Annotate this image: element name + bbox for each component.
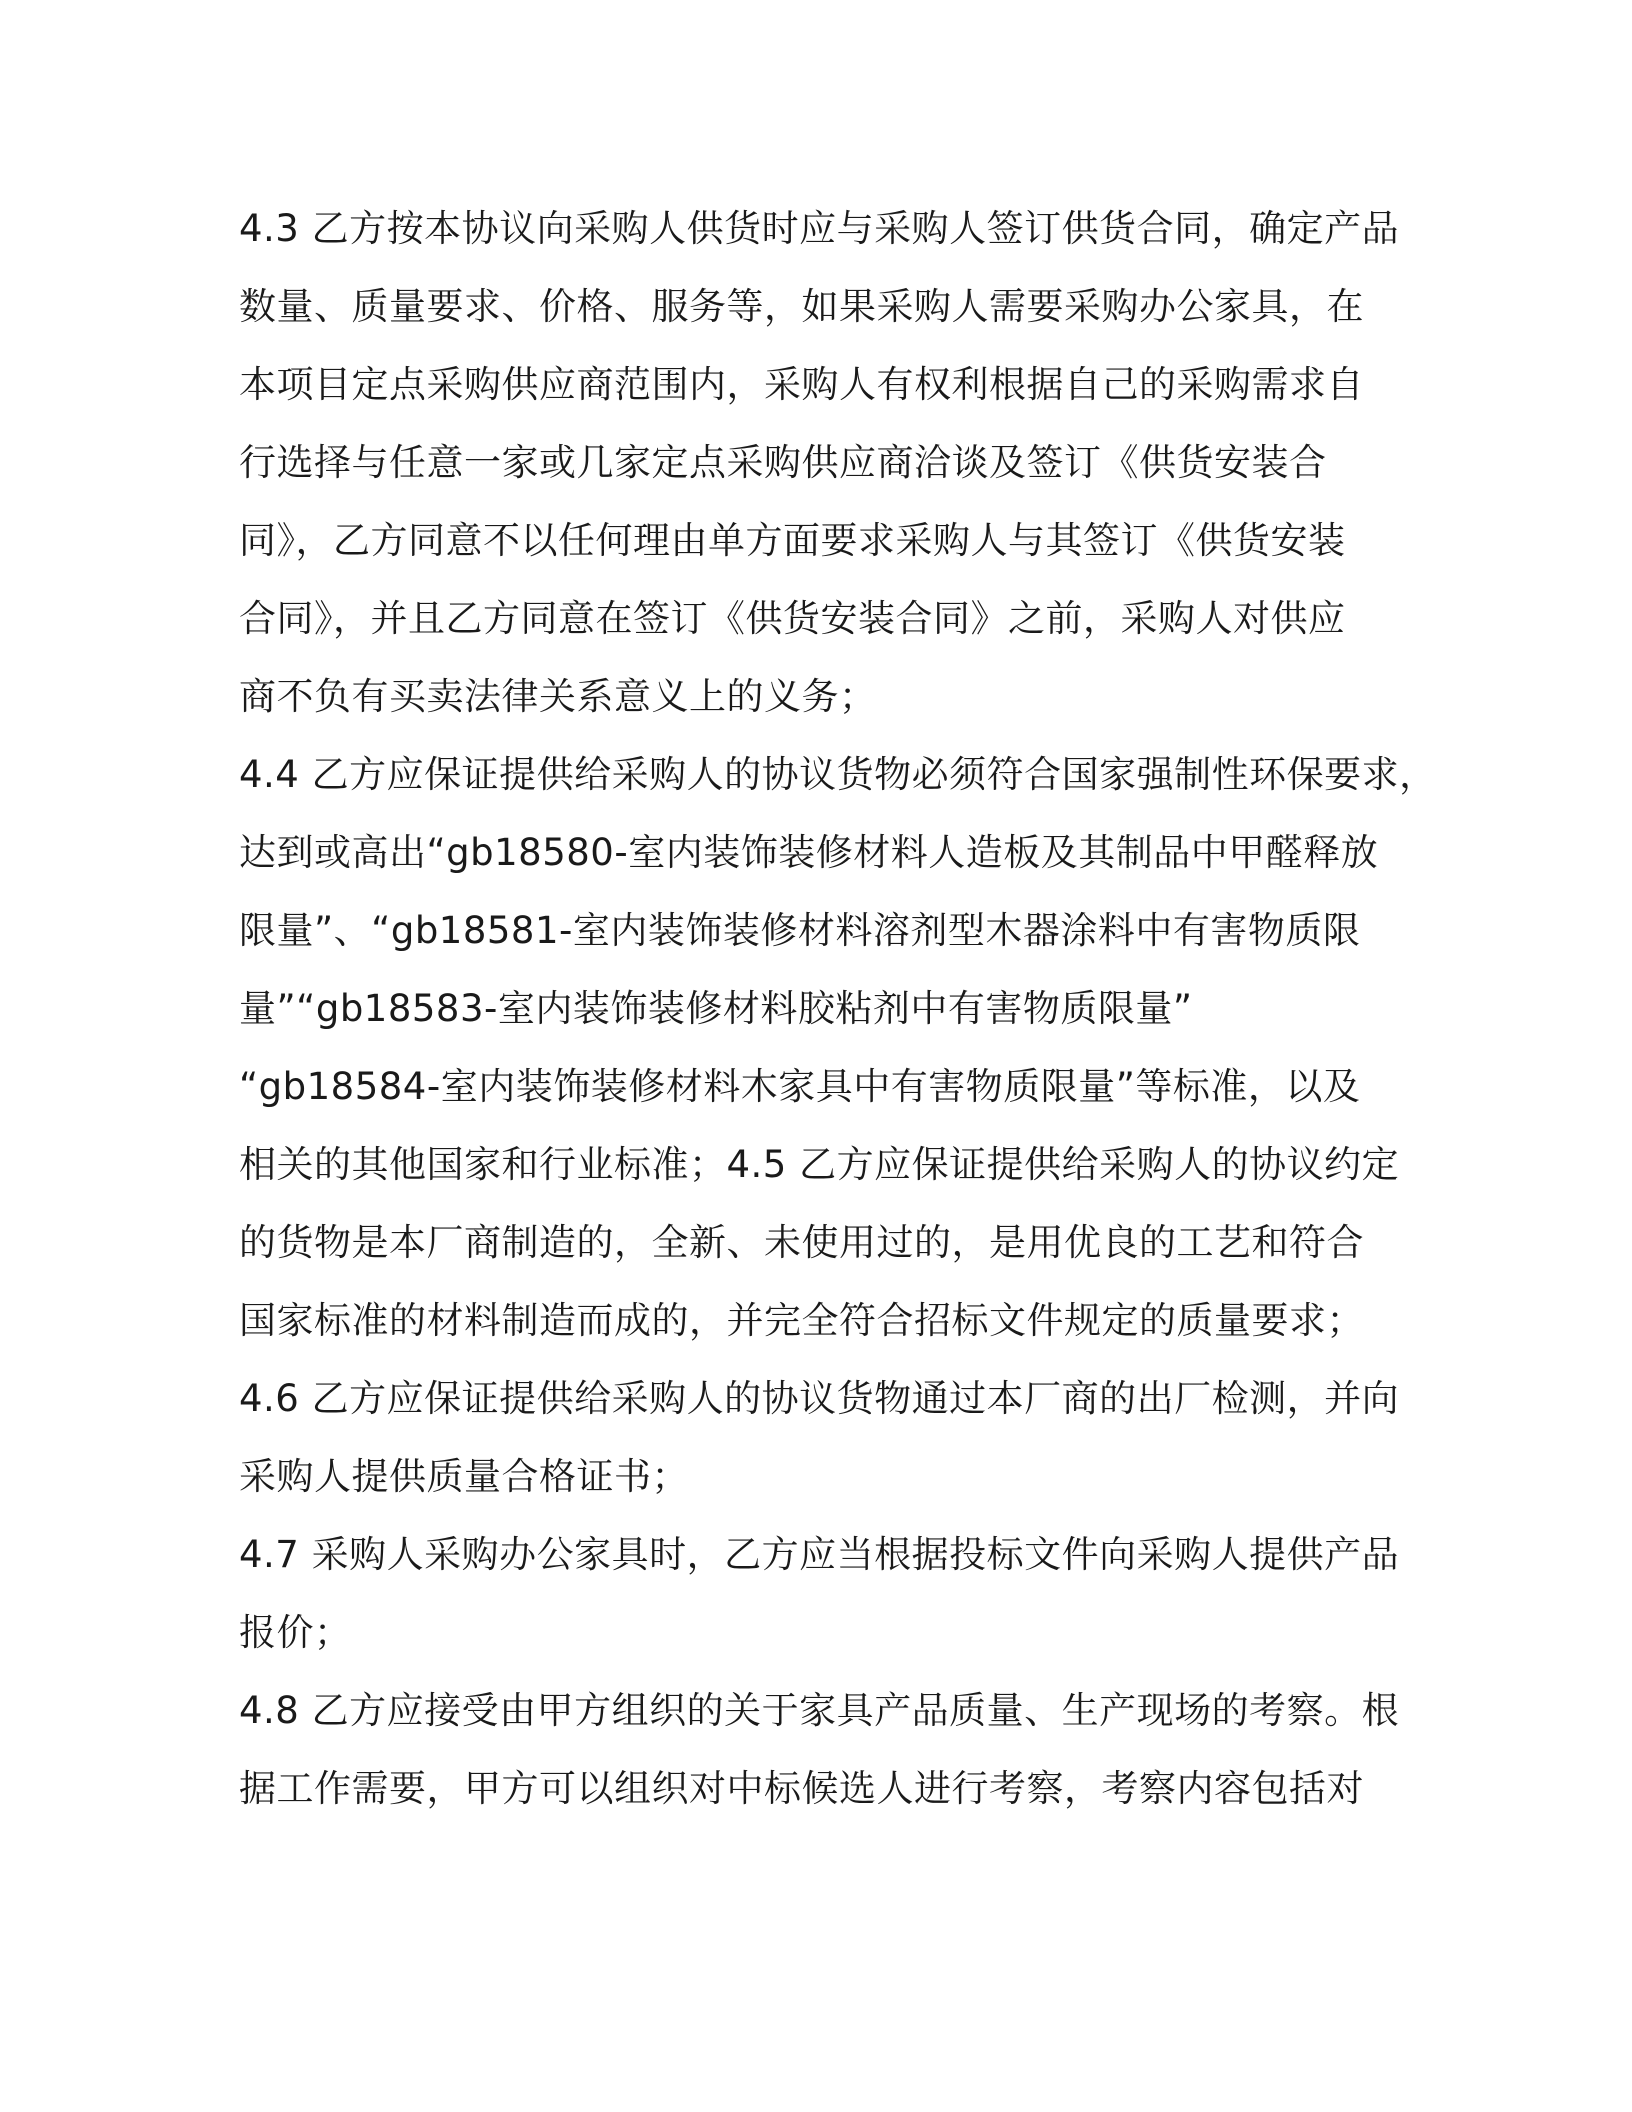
text-line: 4.4 乙方应保证提供给采购人的协议货物必须符合国家强制性环保要求， [239,753,1437,796]
text-line: 采购人提供质量合格证书； [239,1455,689,1498]
text-line: 的货物是本厂商制造的，全新、未使用过的，是用优良的工艺和符合 [239,1221,1364,1264]
text-line: 合同》，并且乙方同意在签订《供货安装合同》之前，采购人对供应 [239,597,1346,640]
text-line: “gb18584-室内装饰装修材料木家具中有害物质限量”等标准，以及 [239,1065,1361,1108]
text-line: 4.7 采购人采购办公家具时，乙方应当根据投标文件向采购人提供产品 [239,1533,1400,1576]
text-line: 商不负有买卖法律关系意义上的义务； [239,675,877,718]
text-line: 量”“gb18583-室内装饰装修材料胶粘剂中有害物质限量” [239,987,1193,1030]
text-line: 达到或高出“gb18580-室内装饰装修材料人造板及其制品中甲醛释放 [239,831,1379,874]
text-line: 国家标准的材料制造而成的，并完全符合招标文件规定的质量要求； [239,1299,1364,1342]
text-line: 数量、质量要求、价格、服务等，如果采购人需要采购办公家具，在 [239,285,1364,328]
text-line: 报价； [239,1611,352,1654]
text-line: 4.6 乙方应保证提供给采购人的协议货物通过本厂商的出厂检测，并向 [239,1377,1400,1420]
text-line: 4.3 乙方按本协议向采购人供货时应与采购人签订供货合同，确定产品 [239,207,1400,250]
document-body [239,190,1437,1828]
text-line: 据工作需要，甲方可以组织对中标候选人进行考察，考察内容包括对 [239,1767,1364,1810]
text-line: 本项目定点采购供应商范围内，采购人有权利根据自己的采购需求自 [239,363,1364,406]
text-line: 同》，乙方同意不以任何理由单方面要求采购人与其签订《供货安装 [239,519,1346,562]
text-line: 相关的其他国家和行业标准；4.5 乙方应保证提供给采购人的协议约定 [239,1143,1400,1186]
text-line: 4.8 乙方应接受由甲方组织的关于家具产品质量、生产现场的考察。根 [239,1689,1400,1732]
text-line: 行选择与任意一家或几家定点采购供应商洽谈及签订《供货安装合 [239,441,1327,484]
text-line: 限量”、“gb18581-室内装饰装修材料溶剂型木器涂料中有害物质限 [239,909,1361,952]
